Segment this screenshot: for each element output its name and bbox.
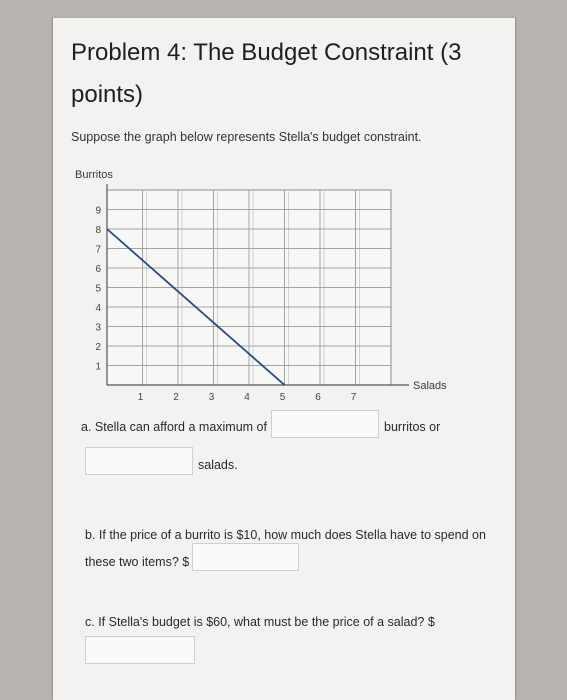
x-tick-label: 3 <box>208 392 215 403</box>
x-tick-label: 7 <box>350 392 357 403</box>
problem-title-line1: Problem 4: The Budget Constraint (3 <box>71 39 462 66</box>
question-a-middle: burritos or <box>384 420 441 434</box>
x-tick-label: 4 <box>244 392 250 403</box>
salad-price-input[interactable] <box>86 637 194 663</box>
y-axis-label: Burritos <box>75 169 113 181</box>
question-b-line1: b. If the price of a burrito is $10, how much does Stella have to spend on <box>85 528 486 542</box>
total-budget-field[interactable] <box>192 543 299 571</box>
y-tick-label: 3 <box>95 322 101 334</box>
x-tick-label: 1 <box>137 392 144 403</box>
y-tick-label: 5 <box>95 283 101 295</box>
salad-price-field[interactable] <box>85 636 195 664</box>
max-burritos-input[interactable] <box>272 411 378 437</box>
y-tick-label: 1 <box>95 361 101 373</box>
problem-intro: Suppose the graph below represents Stella's budget constraint. <box>71 130 422 144</box>
problem-card <box>52 18 516 700</box>
max-salads-input[interactable] <box>86 448 192 474</box>
x-tick-label: 6 <box>315 392 321 403</box>
budget-constraint-graph <box>71 148 451 408</box>
y-tick-label: 9 <box>95 205 101 217</box>
y-tick-label: 6 <box>95 264 101 275</box>
problem-title-line2: points) <box>71 81 144 108</box>
budget-constraint-chart <box>71 148 451 408</box>
y-tick-label: 2 <box>95 342 101 353</box>
max-salads-field[interactable] <box>85 447 193 475</box>
x-axis-label: Salads <box>413 380 447 392</box>
x-tick-label: 5 <box>279 392 286 403</box>
question-a-prefix: a. Stella can afford a maximum of <box>81 420 267 434</box>
problem-title <box>71 32 491 116</box>
question-b-line2: these two items? $ <box>85 555 190 569</box>
x-tick-label: 2 <box>173 392 179 403</box>
y-tick-label: 4 <box>95 303 101 314</box>
y-tick-label: 7 <box>95 244 101 256</box>
question-a-suffix: salads. <box>198 458 238 472</box>
y-tick-label: 8 <box>95 225 101 236</box>
max-burritos-field[interactable] <box>271 410 379 438</box>
total-budget-input[interactable] <box>193 544 298 570</box>
question-c-line: c. If Stella's budget is $60, what must be the price of a salad? $ <box>85 615 435 629</box>
